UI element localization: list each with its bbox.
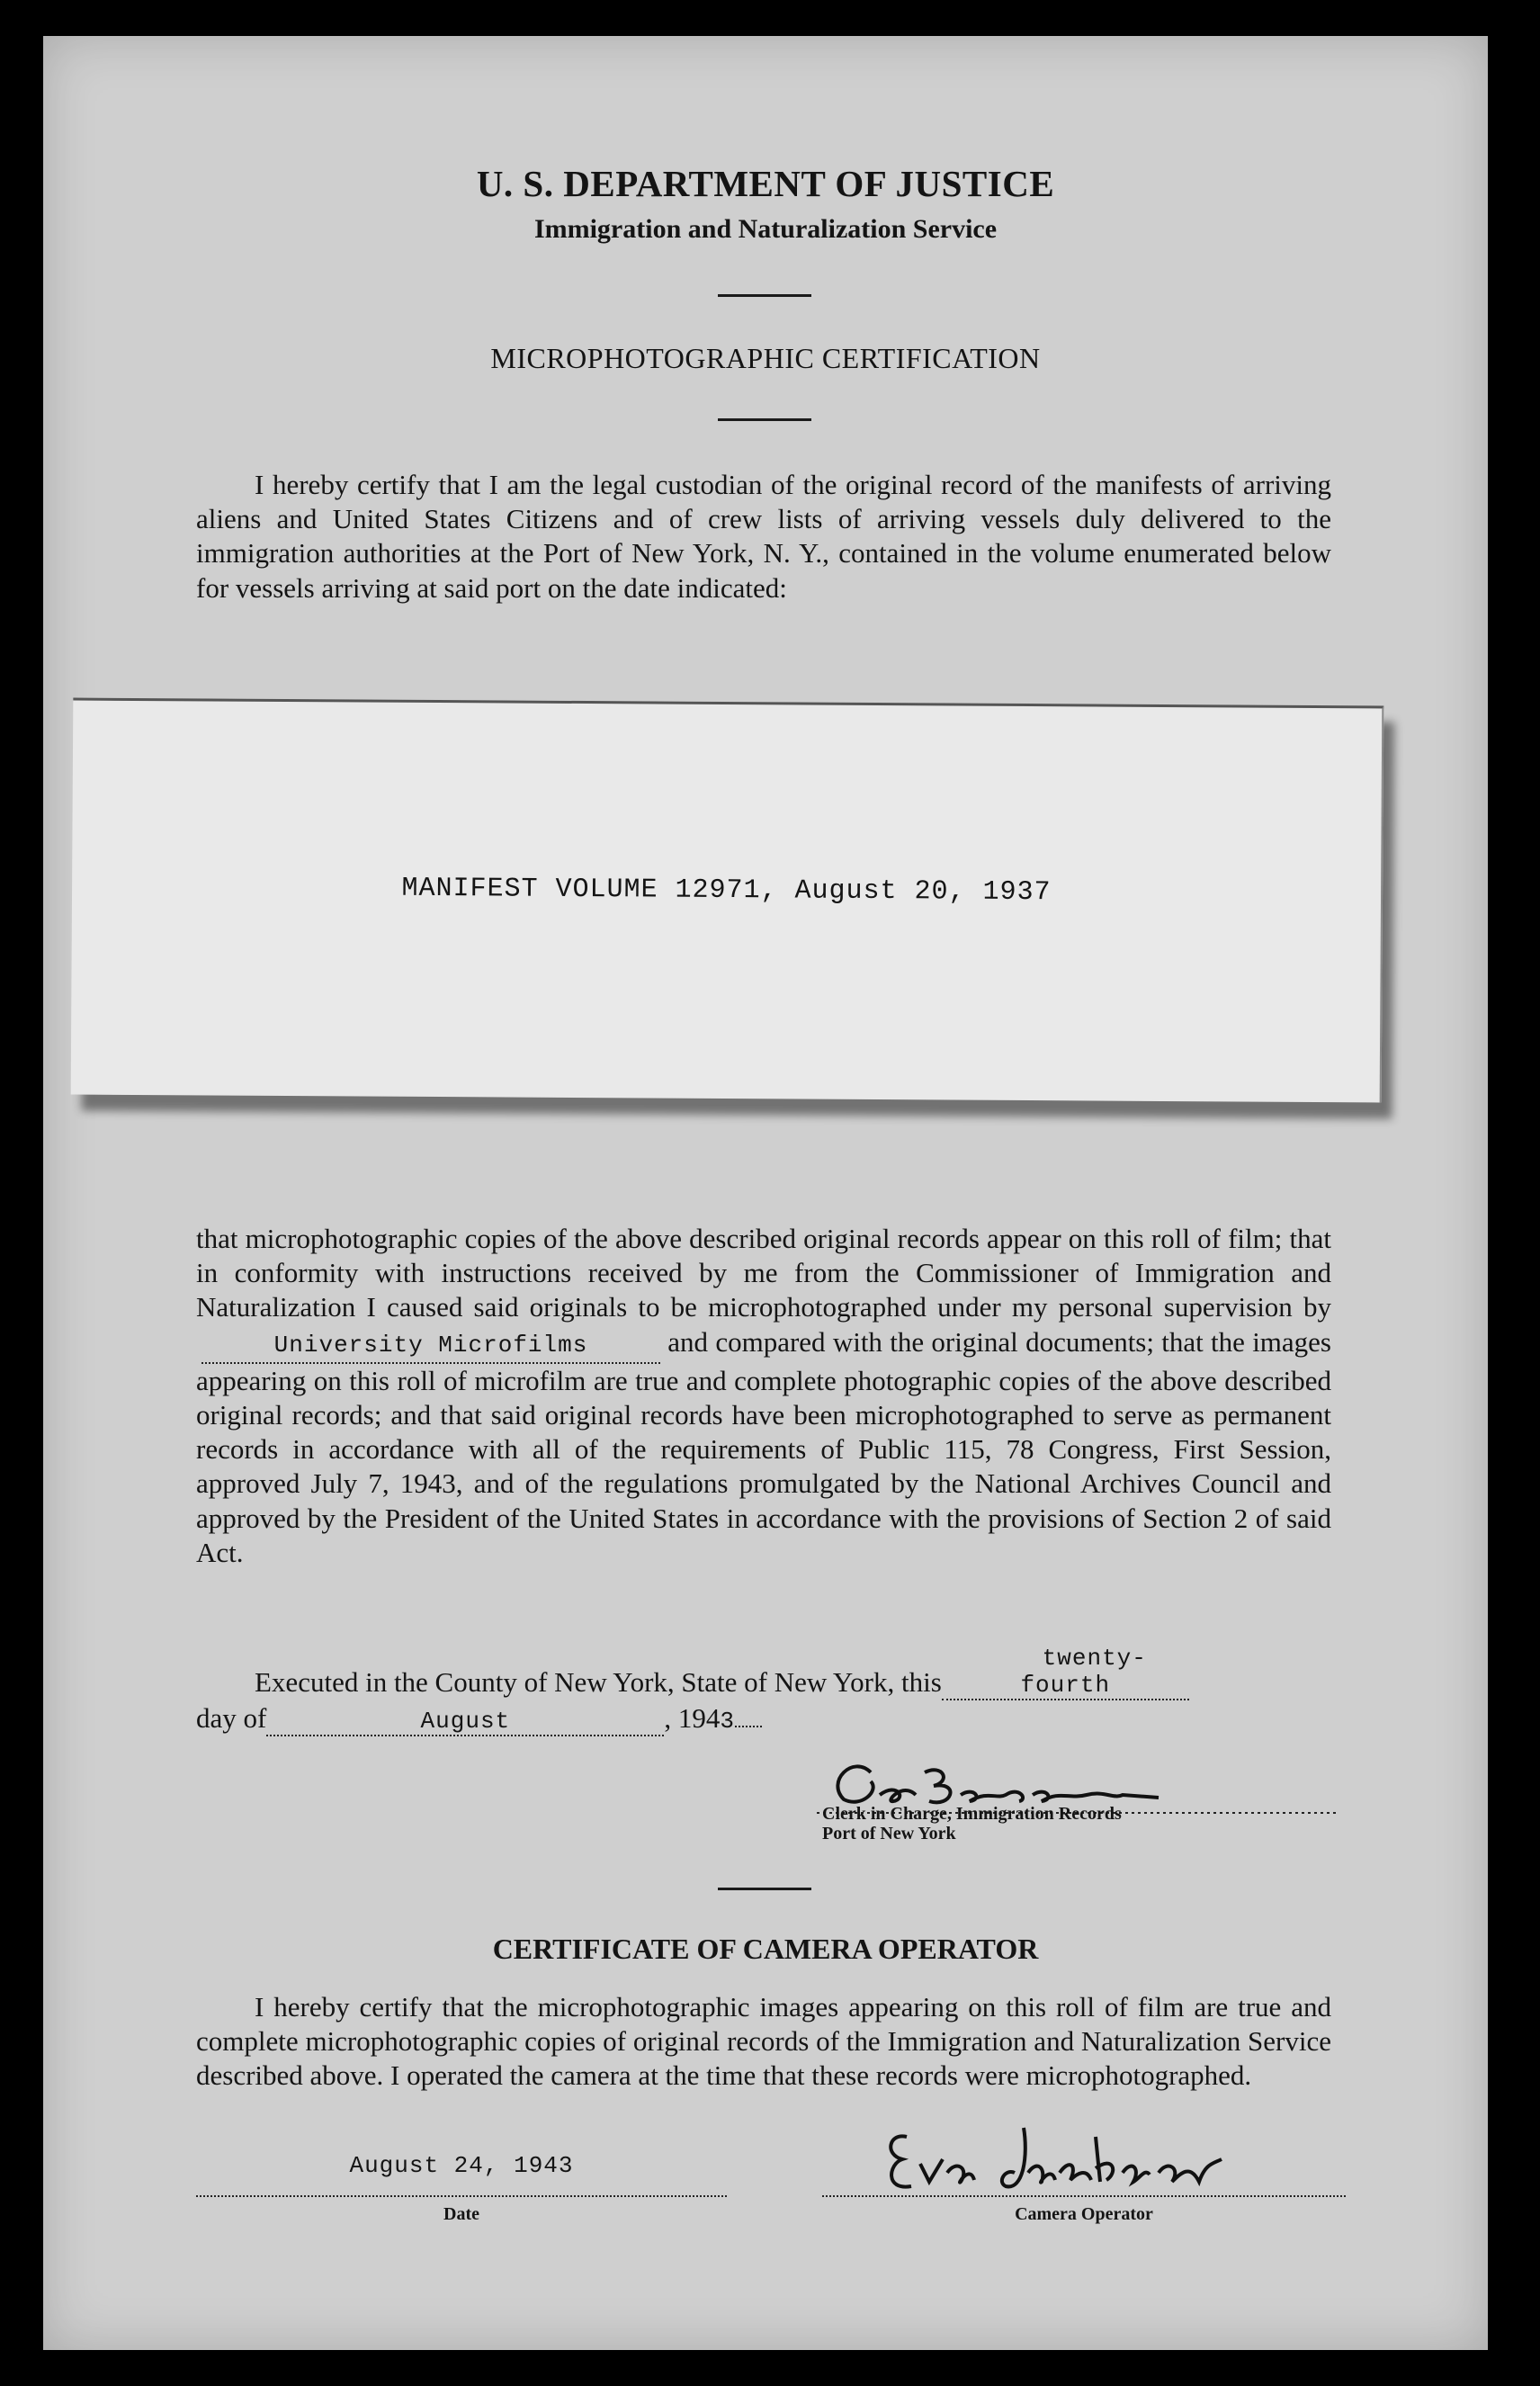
- date-label: Date: [443, 2204, 479, 2224]
- clerk-title: Clerk in Charge, Immigration Records: [822, 1804, 1122, 1824]
- operator-heading: CERTIFICATE OF CAMERA OPERATOR: [492, 1933, 1039, 1965]
- divider: [718, 1888, 811, 1890]
- manifest-volume-text: MANIFEST VOLUME 12971, August 20, 1937: [401, 873, 1052, 909]
- day-of-line: [196, 1702, 762, 1736]
- divider: [718, 418, 811, 421]
- clerk-location: Port of New York: [822, 1824, 956, 1843]
- certificate-page: [43, 36, 1488, 2350]
- executed-day-field: twenty-fourth: [942, 1645, 1189, 1700]
- executed-prefix: Executed in the County of New York, State of New York, this: [255, 1666, 942, 1698]
- manifest-slip: [71, 698, 1384, 1103]
- day-of-label: day of: [196, 1702, 267, 1734]
- page-subtitle: Immigration and Naturalization Service: [533, 214, 998, 244]
- certification-heading: MICROPHOTOGRAPHIC CERTIFICATION: [490, 342, 1041, 374]
- year-prefix: , 194: [664, 1702, 721, 1734]
- operator-paragraph: I hereby certify that the microphotographic images appearing on this roll of film are true and complete microphotographic copies of original records of the Immigration and Naturalization Service described above. I operated the camera at the time that these records were microphotographed.: [196, 1991, 1331, 2092]
- certification-text-after: and compared with the original documents; that the images appearing on this roll of microfilm are true and complete photographic copies of the above described original records; and that said original records have been microphotographed to serve as permanent records in accordance with all of the requirements of Public 115, 78 Congress, First Session, approved July 7, 1943, and of the regulations promulgated by the National Archives Council and approved by the President of the United States in accordance with the provisions of Section 2 of said Act.: [196, 1325, 1331, 1568]
- operator-date-value: August 24, 1943: [349, 2152, 574, 2179]
- operator-signature: [871, 2110, 1303, 2200]
- executed-line: [196, 1645, 1331, 1700]
- year-trailing-dots: [735, 1726, 762, 1727]
- certification-paragraph: [196, 1222, 1331, 1570]
- operator-label: Camera Operator: [1015, 2204, 1153, 2224]
- executed-month-field: August: [266, 1708, 664, 1736]
- certification-text-before: that microphotographic copies of the above described original records appear on this roll of film; that in conformity with instructions received by me from the Commissioner of Immigration and Naturalization I caused said originals to be microphotographed under my personal supervision by: [196, 1223, 1331, 1323]
- page-title: U. S. DEPARTMENT OF JUSTICE: [476, 163, 1055, 204]
- year-digit: 3: [720, 1708, 735, 1735]
- divider: [718, 294, 811, 297]
- microfilm-company-field: University Microfilms: [201, 1328, 660, 1364]
- custodian-paragraph: I hereby certify that I am the legal custodian of the original record of the manifests of arriving aliens and United States Citizens and of crew lists of arriving vessels duly delivered to the immigration authorities at the Port of New York, N. Y., contained in the volume enumerated below for vessels arriving at said port on the date indicated:: [196, 469, 1331, 604]
- clerk-caption: [822, 1804, 1122, 1843]
